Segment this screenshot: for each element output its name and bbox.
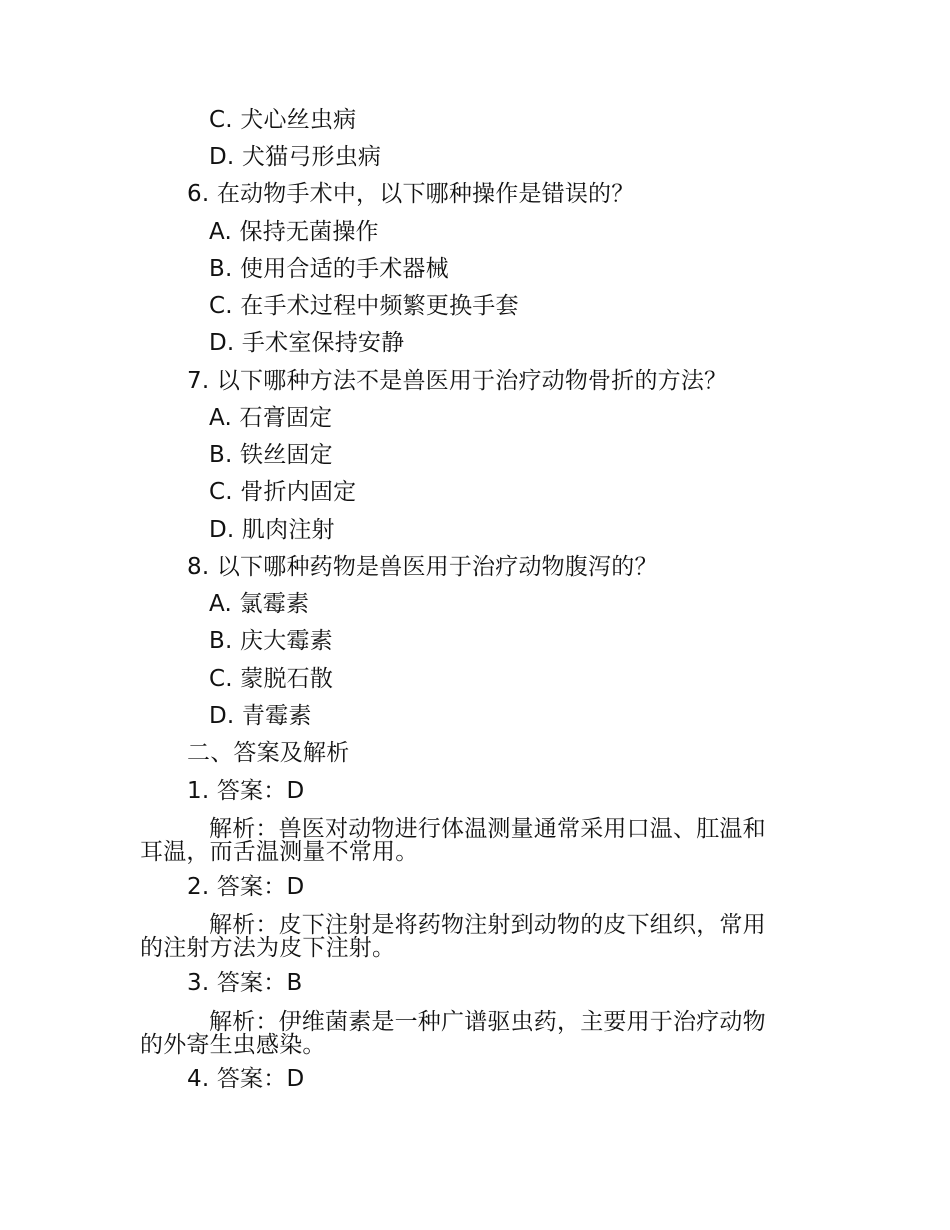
explanation-3-line-1: 解析：伊维菌素是一种广谱驱虫药，主要用于治疗动物 <box>209 1009 766 1035</box>
q6-option-a: A. 保持无菌操作 <box>209 219 379 245</box>
question-8: 8. 以下哪种药物是兽医用于治疗动物腹泻的？ <box>187 554 658 580</box>
q8-option-b: B. 庆大霉素 <box>209 628 333 654</box>
option-c: C. 犬心丝虫病 <box>209 107 357 133</box>
explanation-2-line-1: 解析：皮下注射是将药物注射到动物的皮下组织，常用 <box>209 912 766 938</box>
q6-option-d: D. 手术室保持安静 <box>209 330 405 356</box>
q6-option-c: C. 在手术过程中频繁更换手套 <box>209 293 519 319</box>
q6-option-b: B. 使用合适的手术器械 <box>209 256 449 282</box>
q8-option-c: C. 蒙脱石散 <box>209 666 334 692</box>
q7-option-b: B. 铁丝固定 <box>209 442 333 468</box>
explanation-2-line-2: 的注射方法为皮下注射。 <box>140 935 396 961</box>
q7-option-c: C. 骨折内固定 <box>209 479 357 505</box>
answer-4: 4. 答案：D <box>187 1066 305 1092</box>
question-7: 7. 以下哪种方法不是兽医用于治疗动物骨折的方法？ <box>187 368 728 394</box>
explanation-1-line-1: 解析：兽医对动物进行体温测量通常采用口温、肛温和 <box>209 816 766 842</box>
option-d: D. 犬猫弓形虫病 <box>209 144 382 170</box>
explanation-1-line-2: 耳温，而舌温测量不常用。 <box>140 839 419 865</box>
question-6: 6. 在动物手术中，以下哪种操作是错误的？ <box>187 181 635 207</box>
answer-2: 2. 答案：D <box>187 874 305 900</box>
explanation-3-line-2: 的外寄生虫感染。 <box>140 1032 326 1058</box>
answer-1: 1. 答案：D <box>187 778 305 804</box>
q7-option-a: A. 石膏固定 <box>209 405 333 431</box>
section-heading-answers: 二、答案及解析 <box>187 740 350 766</box>
answer-3: 3. 答案：B <box>187 970 303 996</box>
q7-option-d: D. 肌肉注射 <box>209 517 335 543</box>
q8-option-a: A. 氯霉素 <box>209 591 310 617</box>
q8-option-d: D. 青霉素 <box>209 703 312 729</box>
